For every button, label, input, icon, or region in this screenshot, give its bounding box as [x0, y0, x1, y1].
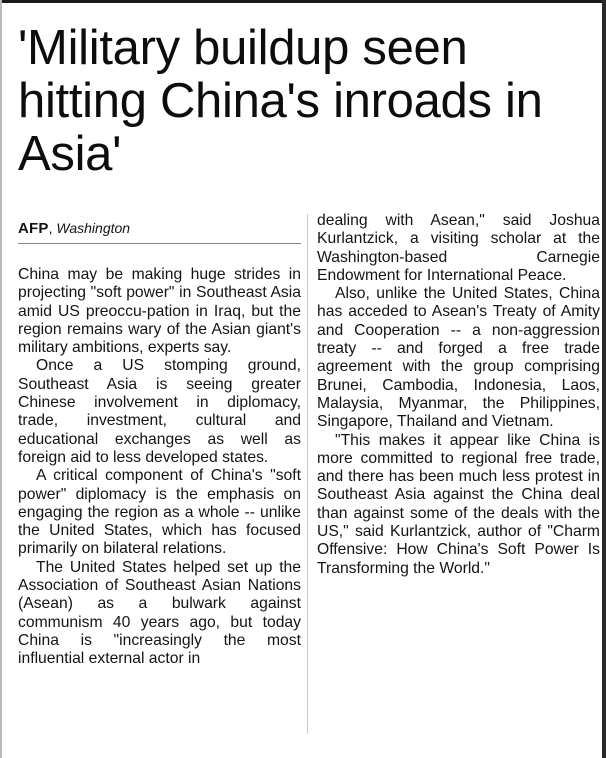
right-column — [317, 212, 600, 578]
left-column — [18, 220, 301, 669]
paragraph: Also, unlike the United States, China has acceded to Asean's Treaty of Amity and Cooperation -- a non-aggression treaty -- and forged a free trade agreement with the group comprising Brunei, Cambodia, Indonesia, Laos, Malaysia, Myanmar, the Philippines, Singapore, Thailand and Vietnam. — [317, 285, 600, 431]
paragraph: Once a US stomping ground, Southeast Asia is seeing greater Chinese involvement in diplomacy, trade, investment, cultural and educational exchanges as well as foreign aid to less developed states. — [18, 357, 301, 466]
top-border — [0, 0, 606, 3]
paragraph: dealing with Asean," said Joshua Kurlantzick, a visiting scholar at the Washington-based Carnegie Endowment for International Peace. — [317, 212, 600, 284]
column-divider — [307, 214, 308, 734]
right-border — [602, 0, 606, 758]
left-border — [0, 0, 2, 758]
paragraph: China may be making huge strides in projecting "soft power" in Southeast Asia amid US preoccu-pation in Iraq, but the region remains wary of the Asian giant's military ambitions, experts say. — [18, 266, 301, 357]
byline-agency: AFP — [18, 220, 49, 237]
byline — [18, 220, 301, 244]
byline-city: Washington — [56, 220, 131, 236]
paragraph: A critical component of China's "soft power" diplomacy is the emphasis on engaging the region as a whole -- unlike the United States, which has focused primarily on bilateral relations. — [18, 467, 301, 558]
headline: 'Military buildup seen hitting China's inroads in Asia' — [18, 21, 543, 181]
paragraph: "This makes it appear like China is more committed to regional free trade, and there has been much less protest in Southeast Asia against the China deal than against some of the deals with the US," said Kurlantzick, author of "Charm Offensive: How China's Soft Power Is Transforming the World." — [317, 431, 600, 577]
paragraph: The United States helped set up the Association of Southeast Asian Nations (Asean) as a bulwark against communism 40 years ago, but today China is "increasingly the most influential external actor in — [18, 558, 301, 668]
byline-separator: , — [48, 220, 57, 236]
